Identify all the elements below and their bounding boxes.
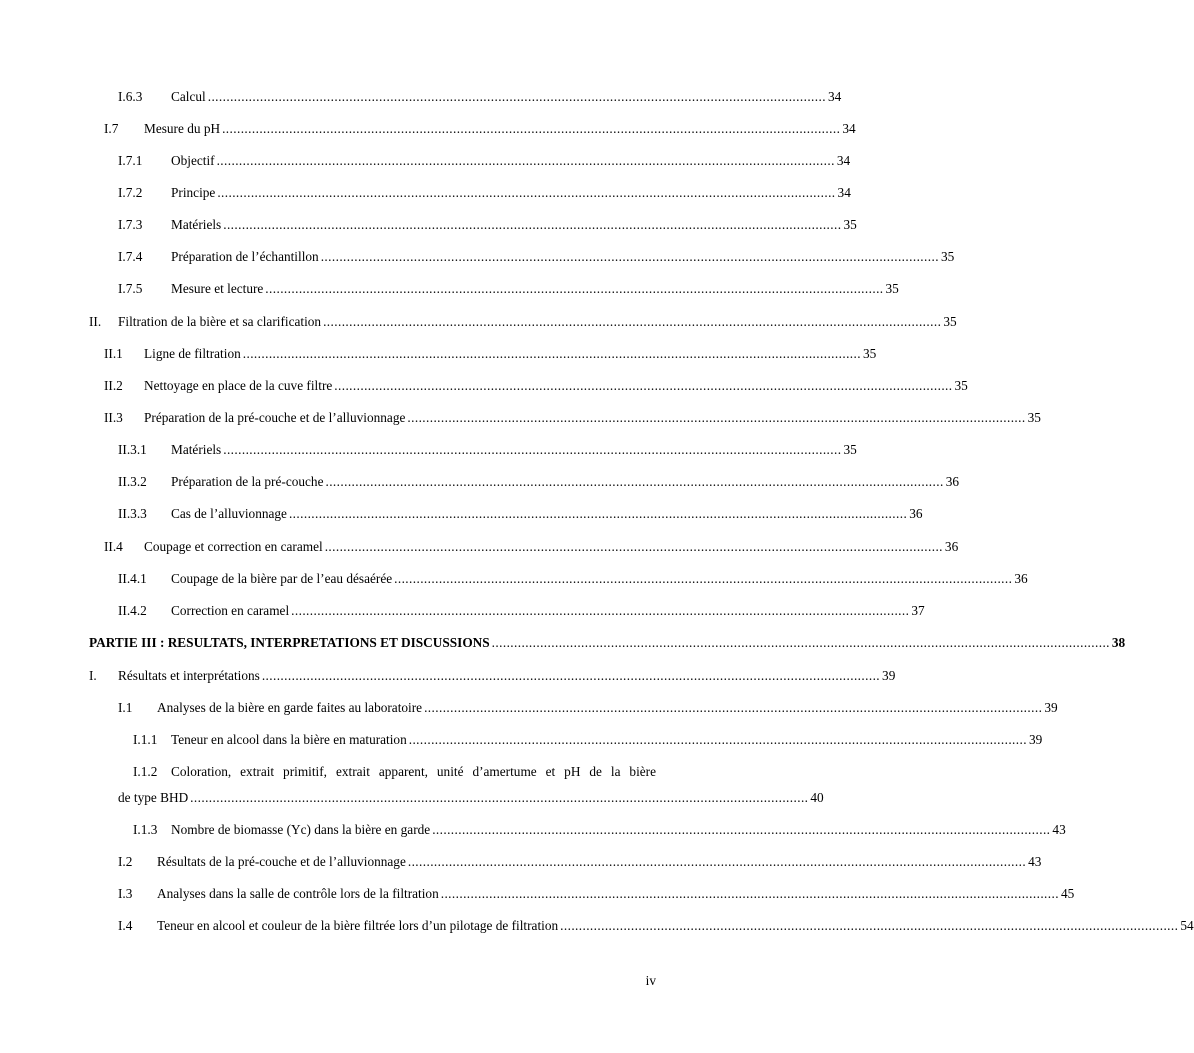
toc-entry-number: I.1.3 bbox=[133, 822, 158, 837]
toc-entry-page: 39 bbox=[1028, 732, 1043, 747]
toc-leader-dots: ...................................................................................................................................................................... bbox=[432, 822, 1051, 837]
toc-leader-dots: ...................................................................................................................................................................... bbox=[216, 153, 835, 168]
toc-entry-page: 39 bbox=[1044, 700, 1058, 715]
toc-entry-page: 36 bbox=[944, 539, 959, 554]
toc-entry[interactable] bbox=[0, 504, 923, 524]
toc-entry-title: Coloration, extrait primitif, extrait apparent, unité d’amertume et pH de la bière bbox=[171, 764, 656, 779]
toc-entry-number: I.1 bbox=[118, 700, 133, 715]
toc-entry-page: 35 bbox=[843, 442, 857, 457]
toc-leader-dots: ...................................................................................................................................................................... bbox=[324, 539, 943, 554]
toc-entry[interactable] bbox=[0, 215, 857, 235]
toc-entry-page: 38 bbox=[1111, 635, 1126, 650]
toc-leader-dots: ...................................................................................................................................................................... bbox=[407, 854, 1027, 869]
toc-entry-page: 54 bbox=[1180, 918, 1194, 933]
toc-entry-title: Préparation de la pré-couche bbox=[171, 474, 324, 489]
toc-entry-page: 35 bbox=[843, 217, 857, 232]
toc-leader-dots: ...................................................................................................................................................................... bbox=[288, 506, 908, 521]
toc-entry-title: Correction en caramel bbox=[171, 603, 290, 618]
toc-entry-title: Matériels bbox=[171, 217, 222, 232]
toc-entry-number: II.3 bbox=[104, 410, 123, 425]
toc-entry-number: I.7.5 bbox=[118, 281, 143, 296]
toc-entry-title: Résultats et interprétations bbox=[118, 668, 260, 683]
toc-entry-number: I.7.3 bbox=[118, 217, 143, 232]
toc-entry-title: Mesure du pH bbox=[144, 121, 221, 136]
toc-entry-page: 35 bbox=[1027, 410, 1041, 425]
toc-leader-dots: ...................................................................................................................................................................... bbox=[217, 185, 836, 200]
toc-entry[interactable] bbox=[0, 698, 1058, 718]
toc-entry[interactable] bbox=[0, 666, 896, 686]
toc-entry-page: 35 bbox=[885, 281, 899, 296]
toc-entry-continuation[interactable] bbox=[0, 788, 824, 808]
toc-entry-title: Matériels bbox=[171, 442, 222, 457]
toc-entry-title: Analyses de la bière en garde faites au laboratoire bbox=[157, 700, 423, 715]
toc-entry-title: Principe bbox=[171, 185, 216, 200]
toc-entry-page: 35 bbox=[940, 249, 955, 264]
toc-entry-page: 40 bbox=[810, 790, 824, 805]
toc-entry[interactable] bbox=[0, 472, 959, 492]
toc-leader-dots: ...................................................................................................................................................................... bbox=[325, 474, 944, 489]
toc-entry-page: 35 bbox=[943, 314, 957, 329]
toc-entry-number: I.4 bbox=[118, 918, 133, 933]
toc-entry[interactable] bbox=[0, 151, 851, 171]
toc-entry-number: II.4.1 bbox=[118, 571, 147, 586]
toc-entry-number: I.7.1 bbox=[118, 153, 143, 168]
toc-entry-page: 35 bbox=[862, 346, 877, 361]
toc-entry-number: II.3.3 bbox=[118, 506, 147, 521]
toc-entry-page: 36 bbox=[1014, 571, 1028, 586]
toc-entry-title: Analyses dans la salle de contrôle lors de la filtration bbox=[157, 886, 439, 901]
toc-entry-page: 39 bbox=[882, 668, 896, 683]
toc-entry-page: 34 bbox=[842, 121, 856, 136]
toc-leader-dots: ...................................................................................................................................................................... bbox=[334, 378, 953, 393]
toc-entry[interactable] bbox=[0, 440, 857, 460]
toc-entry-number: II.3.2 bbox=[118, 474, 147, 489]
toc-entry-number: I.2 bbox=[118, 854, 133, 869]
toc-entry-title: Nombre de biomasse (Yc) dans la bière en garde bbox=[171, 822, 431, 837]
toc-entry-title: PARTIE III : RESULTATS, INTERPRETATIONS ET DISCUSSIONS bbox=[89, 635, 490, 650]
toc-entry-page: 34 bbox=[837, 185, 851, 200]
toc-entry-title: Objectif bbox=[171, 153, 215, 168]
toc-entry-number: I.6.3 bbox=[118, 89, 143, 104]
toc-leader-dots: ...................................................................................................................................................................... bbox=[291, 603, 910, 618]
toc-leader-dots: ...................................................................................................................................................................... bbox=[424, 700, 1043, 715]
toc-entry-page: 35 bbox=[954, 378, 968, 393]
toc-entry-title: Coupage et correction en caramel bbox=[144, 539, 323, 554]
toc-entry[interactable] bbox=[0, 408, 1041, 428]
toc-leader-dots: ...................................................................................................................................................................... bbox=[440, 886, 1059, 901]
toc-entry[interactable] bbox=[0, 852, 1042, 872]
toc-entry-page: 37 bbox=[911, 603, 925, 618]
toc-leader-dots: ...................................................................................................................................................................... bbox=[491, 635, 1110, 650]
toc-entry[interactable] bbox=[0, 569, 1028, 589]
toc-entry[interactable] bbox=[0, 730, 1043, 750]
toc-entry-number: II. bbox=[89, 314, 102, 329]
toc-entry[interactable] bbox=[0, 183, 851, 203]
toc-leader-dots: ...................................................................................................................................................................... bbox=[207, 89, 826, 104]
toc-entry-number: I. bbox=[89, 668, 97, 683]
toc-entry[interactable] bbox=[0, 601, 925, 621]
toc-leader-dots: ...................................................................................................................................................................... bbox=[222, 121, 841, 136]
toc-entry-title: Préparation de l’échantillon bbox=[171, 249, 319, 264]
toc-entry[interactable] bbox=[0, 279, 899, 299]
toc-entry-title: Coupage de la bière par de l’eau désaérée bbox=[171, 571, 393, 586]
toc-entry-number: II.4 bbox=[104, 539, 123, 554]
toc-leader-dots: ...................................................................................................................................................................... bbox=[560, 918, 1179, 933]
toc-entry-title: Cas de l’alluvionnage bbox=[171, 506, 287, 521]
toc-entry-page: 34 bbox=[827, 89, 842, 104]
toc-entry[interactable] bbox=[0, 312, 957, 332]
toc-leader-dots: ...................................................................................................................................................................... bbox=[407, 410, 1026, 425]
toc-entry[interactable] bbox=[0, 376, 968, 396]
toc-entry-title: Teneur en alcool dans la bière en maturation bbox=[171, 732, 407, 747]
toc-entry-page: 45 bbox=[1060, 886, 1075, 901]
toc-entry-page: 36 bbox=[909, 506, 923, 521]
toc-entry-number: I.7.2 bbox=[118, 185, 143, 200]
toc-entry-page: 36 bbox=[945, 474, 959, 489]
toc-entry-title: Nettoyage en place de la cuve filtre bbox=[144, 378, 333, 393]
toc-entry-number: II.3.1 bbox=[118, 442, 147, 457]
toc-entry-page: 34 bbox=[836, 153, 851, 168]
toc-entry-title: Calcul bbox=[171, 89, 206, 104]
toc-entry-number: II.4.2 bbox=[118, 603, 147, 618]
toc-entry-title: Teneur en alcool et couleur de la bière filtrée lors d’un pilotage de filtration bbox=[157, 918, 559, 933]
toc-entry-number: I.7.4 bbox=[118, 249, 143, 264]
toc-entry-number: I.3 bbox=[118, 886, 133, 901]
toc-entry-title: Préparation de la pré-couche et de l’alluvionnage bbox=[144, 410, 406, 425]
toc-entry[interactable] bbox=[0, 820, 1066, 840]
toc-leader-dots: ...................................................................................................................................................................... bbox=[223, 217, 842, 232]
toc-entry-number: I.1.2 bbox=[133, 764, 158, 779]
toc-entry[interactable] bbox=[0, 884, 1075, 904]
toc-entry[interactable] bbox=[0, 344, 877, 364]
toc-entry-number: II.1 bbox=[104, 346, 123, 361]
toc-leader-dots: ...................................................................................................................................................................... bbox=[323, 314, 942, 329]
toc-entry[interactable] bbox=[0, 537, 959, 557]
toc-leader-dots: ...................................................................................................................................................................... bbox=[223, 442, 842, 457]
toc-entry-page: 43 bbox=[1028, 854, 1042, 869]
toc-entry[interactable] bbox=[0, 119, 856, 139]
toc-entry-number: I.7 bbox=[104, 121, 119, 136]
toc-entry-number: II.2 bbox=[104, 378, 123, 393]
toc-entry[interactable] bbox=[0, 916, 1194, 936]
toc-entry-page: 43 bbox=[1052, 822, 1066, 837]
toc-leader-dots: ...................................................................................................................................................................... bbox=[261, 668, 881, 683]
toc-entry-part-heading[interactable] bbox=[0, 633, 1126, 653]
toc-entry-title: Filtration de la bière et sa clarification bbox=[118, 314, 322, 329]
toc-leader-dots: ...................................................................................................................................................................... bbox=[265, 281, 884, 296]
toc-entry[interactable] bbox=[0, 247, 955, 267]
toc-leader-dots: ...................................................................................................................................................................... bbox=[242, 346, 861, 361]
page-number: iv bbox=[645, 973, 656, 988]
toc-entry-title: Résultats de la pré-couche et de l’alluvionnage bbox=[157, 854, 406, 869]
toc-entry-title: Ligne de filtration bbox=[144, 346, 241, 361]
toc-entry-title: Mesure et lecture bbox=[171, 281, 264, 296]
toc-leader-dots: ...................................................................................................................................................................... bbox=[320, 249, 939, 264]
toc-entry-title-continued: de type BHD bbox=[118, 790, 189, 805]
toc-leader-dots: ...................................................................................................................................................................... bbox=[408, 732, 1027, 747]
toc-leader-dots: ...................................................................................................................................................................... bbox=[394, 571, 1013, 586]
toc-entry[interactable] bbox=[0, 87, 842, 107]
toc-entry-number: I.1.1 bbox=[133, 732, 158, 747]
toc-leader-dots: ...................................................................................................................................................................... bbox=[190, 790, 809, 805]
